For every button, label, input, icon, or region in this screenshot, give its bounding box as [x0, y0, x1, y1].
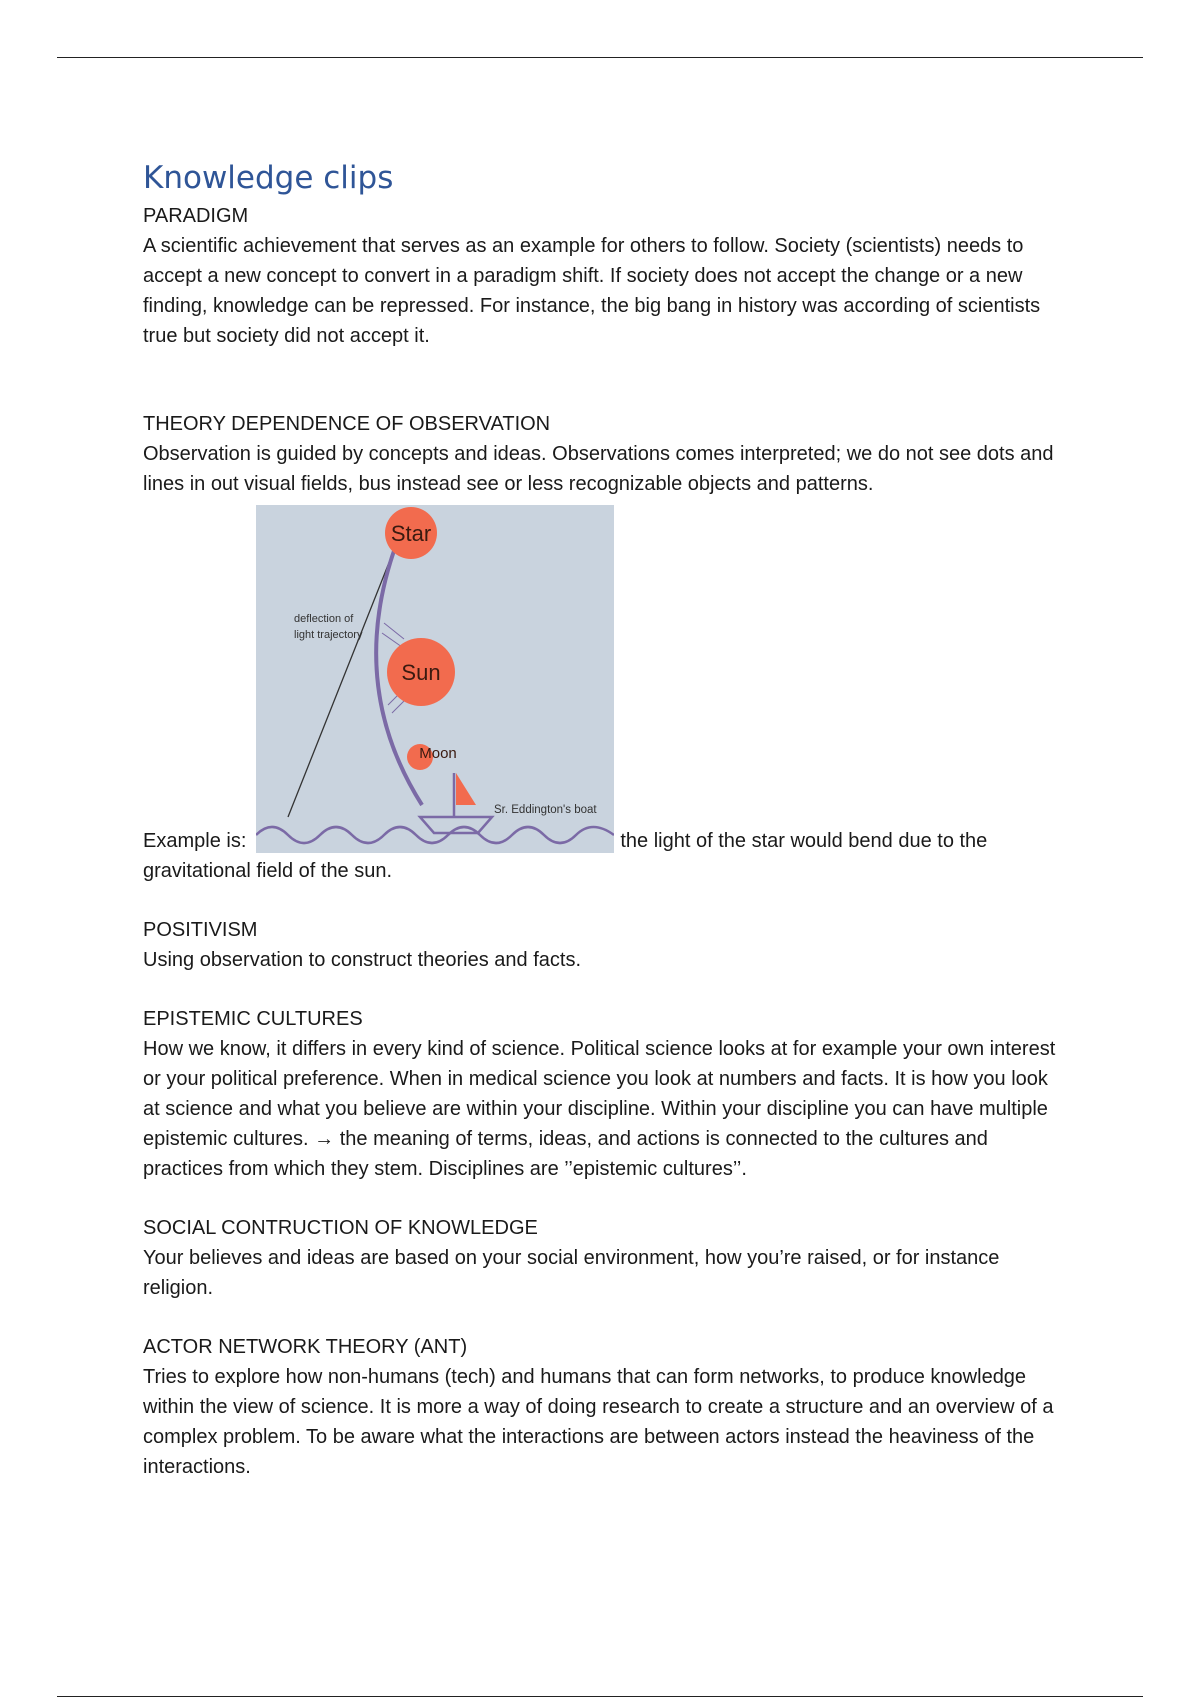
header-rule [57, 57, 1143, 58]
example-paragraph [143, 499, 1063, 886]
boat-label: Sr. Eddington's boat [494, 804, 597, 817]
section-heading: POSITIVISM [143, 919, 258, 942]
section-positivism [143, 915, 1063, 975]
section-body: Tries to explore how non-humans (tech) and humans that can form networks, to produce knowledge within the view of science. It is more a way of doing research to create a structure and an overview of a complex problem. To be aware what the interactions are between actors instead the heaviness of the interactions. [143, 1366, 1054, 1479]
deflection-label-line2: light trajectory [294, 629, 363, 642]
footer-rule [57, 1696, 1143, 1697]
moon-label: Moon [419, 745, 458, 763]
section-body: Using observation to construct theories and facts. [143, 949, 582, 972]
eddington-diagram [256, 505, 614, 853]
deflection-label-line1: deflection of [294, 613, 354, 626]
document-title: Knowledge clips [143, 160, 394, 196]
section-body: A scientific achievement that serves as an example for others to follow. Society (scientists) needs to accept a new concept to convert in a paradigm shift. If society does not accept the change or a new finding, knowledge can be repressed. For instance, the big bang in history was according of scientists true but society did not accept it. [143, 235, 1041, 348]
section-paradigm [143, 201, 1063, 351]
section-body: How we know, it differs in every kind of science. Political science looks at for example your own interest or your political preference. When in medical science you look at numbers and facts. It is how you look at science and what you believe are within your discipline. Within your discipline you can have multiple epistemic cultures. → the meaning of terms, ideas, and actions is connected to the cultures and practices from which they stem. Disciplines are ’’epistemic cultures’’. [143, 1038, 1056, 1181]
section-heading: THEORY DEPENDENCE OF OBSERVATION [143, 413, 551, 436]
section-theory-dependence [143, 409, 1063, 886]
section-body: Your believes and ideas are based on your social environment, how you’re raised, or for instance religion. [143, 1247, 1000, 1300]
example-prefix: Example is: [143, 830, 247, 853]
section-social-construction [143, 1213, 1063, 1303]
section-heading: SOCIAL CONTRUCTION OF KNOWLEDGE [143, 1217, 538, 1240]
section-actor-network-theory [143, 1332, 1063, 1482]
eddington-figure [256, 505, 614, 853]
example-suffix: the light of the star would bend due to the gravitational field of the sun. [143, 830, 988, 883]
section-epistemic-cultures [143, 1004, 1063, 1184]
document-body [143, 160, 1063, 1482]
section-heading: PARADIGM [143, 205, 249, 228]
section-heading: EPISTEMIC CULTURES [143, 1008, 363, 1031]
section-heading: ACTOR NETWORK THEORY (ANT) [143, 1336, 468, 1359]
star-label: Star [391, 521, 432, 547]
section-body: Observation is guided by concepts and ideas. Observations comes interpreted; we do not see dots and lines in out visual fields, bus instead see or less recognizable objects and patterns. [143, 443, 1054, 496]
sun-label: Sun [401, 660, 441, 686]
